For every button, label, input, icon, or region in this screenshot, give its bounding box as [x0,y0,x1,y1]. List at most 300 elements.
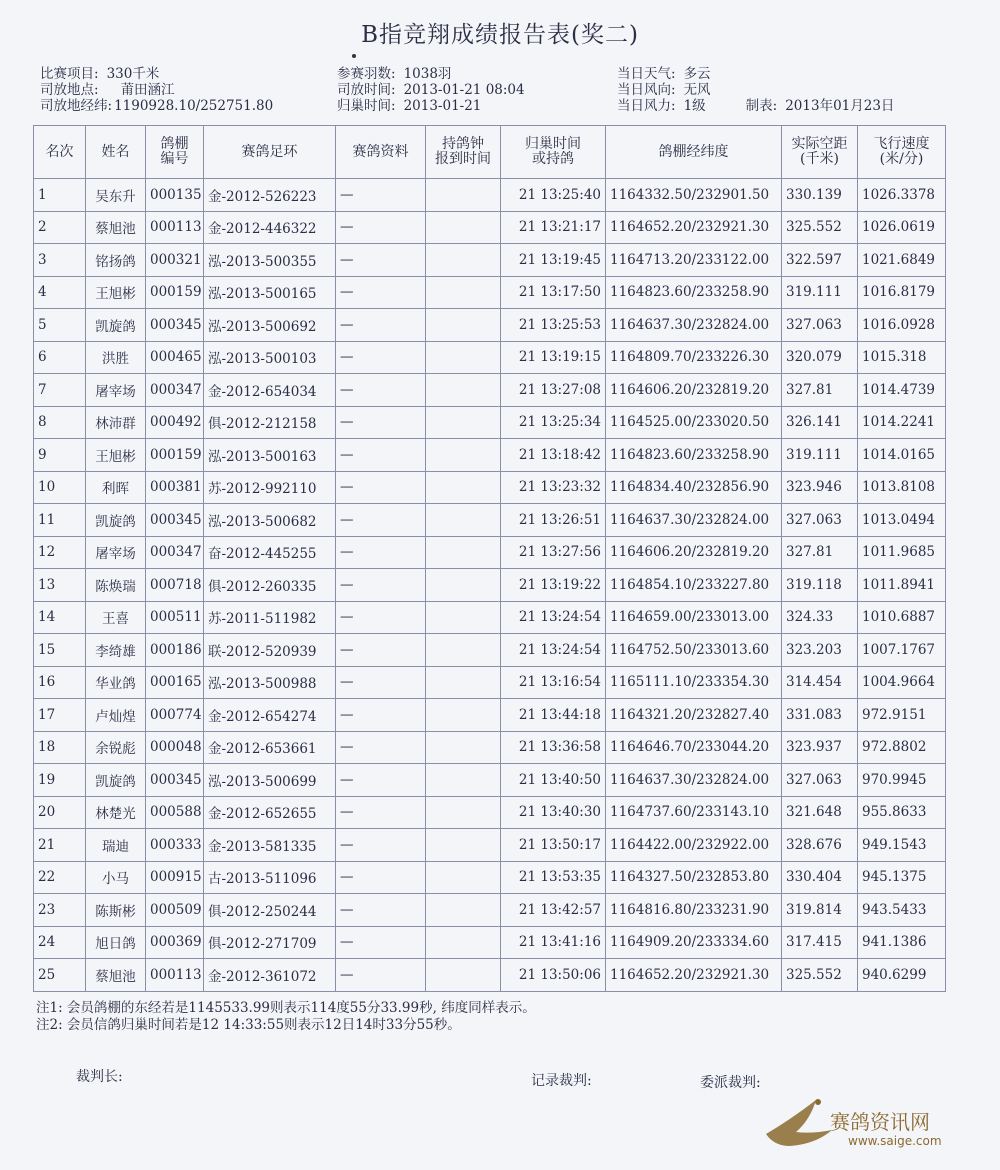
info-label: 当日风向: [617,82,676,98]
table-cell: 1164809.70/233226.30 [606,341,782,374]
notes [36,1000,536,1034]
table-cell: 943.5433 [858,894,946,927]
column-header: 飞行速度 (米/分) [858,126,946,179]
table-cell: 21 13:16:54 [501,666,606,699]
table-cell: 21 13:40:30 [501,796,606,829]
table-cell: 金-2012-654274 [204,699,336,732]
column-header: 实际空距 (千米) [782,126,858,179]
table-cell: — [336,601,426,634]
table-cell: — [336,504,426,537]
table-cell: 319.111 [782,276,858,309]
table-cell: 泓-2013-500165 [204,276,336,309]
recording-referee-label: 记录裁判: [531,1073,592,1089]
table-cell: 王旭彬 [86,439,146,472]
table-row [34,439,946,472]
table-cell: 1164637.30/232824.00 [606,764,782,797]
table-cell: 7 [34,374,86,407]
watermark-name: 赛鸽资讯网 [830,1110,930,1134]
table-cell: 4 [34,276,86,309]
table-cell: 李绮雄 [86,634,146,667]
table-cell: 000321 [146,244,204,277]
table-cell: 000165 [146,666,204,699]
table-cell: 000113 [146,959,204,992]
table-cell: 323.946 [782,471,858,504]
table-cell: 凯旋鸽 [86,764,146,797]
table-cell: 1164606.20/232819.20 [606,536,782,569]
table-cell: 955.8633 [858,796,946,829]
info-value: 2013-01-21 08:04 [403,82,525,98]
made-date-value: 2013年01月23日 [785,98,895,114]
table-cell: 20 [34,796,86,829]
table-cell: — [336,959,426,992]
info-value: 330千米 [106,66,160,82]
table-cell: 949.1543 [858,829,946,862]
table-cell: 吴东升 [86,179,146,212]
table-cell: 联-2012-520939 [204,634,336,667]
info-label: 司放地点: [40,82,99,98]
info-label: 司放时间: [337,82,396,98]
table-cell: 945.1375 [858,861,946,894]
table-cell: 22 [34,861,86,894]
table-cell: 325.552 [782,959,858,992]
table-cell [426,764,501,797]
table-cell: 陈斯彬 [86,894,146,927]
column-header: 鸽棚经纬度 [606,126,782,179]
table-cell [426,634,501,667]
table-cell [426,796,501,829]
table-cell: 俱-2012-250244 [204,894,336,927]
info-label: 归巢时间: [337,98,396,114]
table-cell: 金-2012-361072 [204,959,336,992]
table-cell: 21 13:53:35 [501,861,606,894]
table-cell: 蔡旭池 [86,959,146,992]
table-cell: 1164854.10/233227.80 [606,569,782,602]
info-value: 2013-01-21 [403,98,482,114]
table-cell: 000511 [146,601,204,634]
info-value: 无风 [683,82,711,98]
table-cell: 1164525.00/233020.50 [606,406,782,439]
table-cell: — [336,439,426,472]
table-row [34,374,946,407]
table-cell: 000774 [146,699,204,732]
table-cell: — [336,309,426,342]
table-cell: 21 13:19:22 [501,569,606,602]
table-cell: 1164422.00/232922.00 [606,829,782,862]
table-cell: 25 [34,959,86,992]
table-cell: 古-2013-511096 [204,861,336,894]
info-row [617,98,894,114]
table-cell: 卢灿煌 [86,699,146,732]
table-cell: 金-2012-526223 [204,179,336,212]
report-title: B指竞翔成绩报告表(奖二) [361,22,639,48]
table-cell: 21 13:19:15 [501,341,606,374]
table-cell: — [336,764,426,797]
table-cell: 000509 [146,894,204,927]
table-cell: 000135 [146,179,204,212]
table-row [34,179,946,212]
column-header: 归巢时间 或持鸽 [501,126,606,179]
table-cell [426,861,501,894]
table-row [34,861,946,894]
table-cell: 21 13:40:50 [501,764,606,797]
table-cell: 000492 [146,406,204,439]
table-cell: — [336,926,426,959]
table-row [34,926,946,959]
table-cell: 金-2013-581335 [204,829,336,862]
table-cell: — [336,699,426,732]
table-cell: 326.141 [782,406,858,439]
table-cell [426,569,501,602]
table-cell: 941.1386 [858,926,946,959]
table-cell: 8 [34,406,86,439]
table-cell: 319.118 [782,569,858,602]
table-cell: 1164606.20/232819.20 [606,374,782,407]
table-cell: 泓-2013-500692 [204,309,336,342]
info-row [40,66,273,82]
table-row [34,634,946,667]
pigeon-logo-icon [760,1090,840,1154]
table-cell [426,731,501,764]
table-cell [426,536,501,569]
table-cell: 洪胜 [86,341,146,374]
table-cell: 000345 [146,504,204,537]
decorative-dot [352,54,356,58]
table-cell: 1016.8179 [858,276,946,309]
watermark-logo [760,1090,960,1154]
table-cell: 327.063 [782,764,858,797]
table-cell: 24 [34,926,86,959]
table-cell: 1164659.00/233013.00 [606,601,782,634]
info-row [337,66,525,82]
table-cell: 17 [34,699,86,732]
info-label: 当日天气: [617,66,676,82]
table-cell: — [336,211,426,244]
table-cell [426,276,501,309]
table-cell: 凯旋鸽 [86,504,146,537]
table-cell: 000345 [146,309,204,342]
table-cell: 331.083 [782,699,858,732]
table-cell: 奋-2012-445255 [204,536,336,569]
table-cell: 小马 [86,861,146,894]
table-cell: 1164646.70/233044.20 [606,731,782,764]
info-row [617,66,894,82]
table-cell: 18 [34,731,86,764]
table-row [34,309,946,342]
table-cell: 泓-2013-500355 [204,244,336,277]
table-cell: 1164737.60/233143.10 [606,796,782,829]
table-cell: 1 [34,179,86,212]
table-cell: 000347 [146,536,204,569]
table-cell: 1021.6849 [858,244,946,277]
table-cell: 000381 [146,471,204,504]
table-row [34,601,946,634]
table-cell: 华业鸽 [86,666,146,699]
table-cell [426,374,501,407]
chief-referee-label: 裁判长: [76,1069,123,1085]
table-cell: 21 13:26:51 [501,504,606,537]
table-cell: 000588 [146,796,204,829]
info-label: 当日风力: [617,98,676,114]
table-cell: 000113 [146,211,204,244]
table-cell: 泓-2013-500682 [204,504,336,537]
table-cell: — [336,666,426,699]
table-cell: 15 [34,634,86,667]
table-cell: 330.139 [782,179,858,212]
info-value: 多云 [683,66,711,82]
table-cell: — [336,731,426,764]
info-row [337,82,525,98]
table-cell: 970.9945 [858,764,946,797]
table-cell: 苏-2011-511982 [204,601,336,634]
table-cell: 21 13:44:18 [501,699,606,732]
table-row [34,211,946,244]
table-cell: 000186 [146,634,204,667]
table-cell: 323.203 [782,634,858,667]
table-cell: — [336,374,426,407]
table-cell: 泓-2013-500988 [204,666,336,699]
table-cell [426,959,501,992]
column-header: 姓名 [86,126,146,179]
results-table [33,125,946,992]
table-cell: 000465 [146,341,204,374]
table-cell: 凯旋鸽 [86,309,146,342]
table-row [34,764,946,797]
table-cell [426,179,501,212]
table-cell: 1014.2241 [858,406,946,439]
table-cell: 324.33 [782,601,858,634]
table-cell: 王旭彬 [86,276,146,309]
info-label: 司放地经纬: [40,98,113,114]
table-cell: 王喜 [86,601,146,634]
table-cell: 23 [34,894,86,927]
table-cell: 1164321.20/232827.40 [606,699,782,732]
table-cell: 21 13:18:42 [501,439,606,472]
table-cell: — [336,634,426,667]
table-cell [426,341,501,374]
table-cell: 1164816.80/233231.90 [606,894,782,927]
table-row [34,699,946,732]
info-value: 莆田涵江 [120,82,175,98]
info-row [617,82,894,98]
table-cell: 21 13:19:45 [501,244,606,277]
table-cell: 000333 [146,829,204,862]
table-cell: 972.8802 [858,731,946,764]
table-cell [426,601,501,634]
table-cell: 利晖 [86,471,146,504]
table-cell: 21 13:42:57 [501,894,606,927]
made-date-label: 制表: [745,98,778,114]
table-cell: 1164332.50/232901.50 [606,179,782,212]
table-cell: 1164637.30/232824.00 [606,309,782,342]
table-cell: 1011.8941 [858,569,946,602]
table-cell: 旭日鸽 [86,926,146,959]
table-cell: 327.063 [782,504,858,537]
table-cell: 1164652.20/232921.30 [606,959,782,992]
column-header: 名次 [34,126,86,179]
table-cell: 000915 [146,861,204,894]
table-cell: 21 13:24:54 [501,634,606,667]
table-cell: 321.648 [782,796,858,829]
table-cell: 21 13:21:17 [501,211,606,244]
table-cell: 屠宰场 [86,536,146,569]
table-cell: 1164327.50/232853.80 [606,861,782,894]
table-cell: 21 13:36:58 [501,731,606,764]
table-cell: 21 13:50:17 [501,829,606,862]
table-cell [426,244,501,277]
table-cell: 苏-2012-992110 [204,471,336,504]
table-cell: 1164652.20/232921.30 [606,211,782,244]
table-cell: 金-2012-446322 [204,211,336,244]
table-row [34,829,946,862]
table-cell: 1026.3378 [858,179,946,212]
delegated-referee-label: 委派裁判: [700,1075,761,1091]
note-2: 注2: 会员信鸽归巢时间若是12 14:33:55则表示12日14时33分55秒。 [36,1017,461,1033]
table-cell: 323.937 [782,731,858,764]
table-cell: — [336,861,426,894]
table-cell: 金-2012-653661 [204,731,336,764]
table-cell: 16 [34,666,86,699]
table-cell: 330.404 [782,861,858,894]
table-cell: 327.81 [782,374,858,407]
table-cell: 泓-2013-500103 [204,341,336,374]
table-cell: 陈焕瑞 [86,569,146,602]
table-cell: 21 13:25:34 [501,406,606,439]
table-cell: 1026.0619 [858,211,946,244]
table-cell: 余锐彪 [86,731,146,764]
info-row [40,82,273,98]
table-cell: 1016.0928 [858,309,946,342]
table-cell: 328.676 [782,829,858,862]
table-cell [426,211,501,244]
watermark-url: www.saige.com [848,1134,942,1148]
table-cell: 1164834.40/232856.90 [606,471,782,504]
table-cell: 俱-2012-271709 [204,926,336,959]
table-row [34,244,946,277]
table-cell: 21 13:27:08 [501,374,606,407]
table-cell: 5 [34,309,86,342]
table-cell: 1010.6887 [858,601,946,634]
table-cell [426,439,501,472]
info-row [337,98,525,114]
table-cell: 000159 [146,439,204,472]
table-cell: 21 13:41:16 [501,926,606,959]
table-cell: 6 [34,341,86,374]
table-cell: 000369 [146,926,204,959]
table-cell: 000345 [146,764,204,797]
table-cell: 940.6299 [858,959,946,992]
table-cell: 1004.9664 [858,666,946,699]
table-cell: 1014.0165 [858,439,946,472]
table-cell: 泓-2013-500163 [204,439,336,472]
table-cell: 1015.318 [858,341,946,374]
table-cell: 21 13:17:50 [501,276,606,309]
table-cell: 1164752.50/233013.60 [606,634,782,667]
table-cell: 972.9151 [858,699,946,732]
table-cell: — [336,341,426,374]
table-cell [426,471,501,504]
table-cell: 瑞迪 [86,829,146,862]
info-value: 1038羽 [403,66,452,82]
table-cell: 10 [34,471,86,504]
table-cell: 2 [34,211,86,244]
race-info-column-2 [337,66,525,114]
table-cell: 325.552 [782,211,858,244]
table-cell: 金-2012-652655 [204,796,336,829]
table-cell: — [336,829,426,862]
table-cell: 11 [34,504,86,537]
table-cell: 铭扬鸽 [86,244,146,277]
table-cell: 21 13:25:53 [501,309,606,342]
table-row [34,471,946,504]
info-value: 1190928.10/252751.80 [114,98,274,114]
table-cell: 蔡旭池 [86,211,146,244]
table-cell [426,309,501,342]
table-row [34,569,946,602]
race-info-column-3 [617,66,894,114]
column-header: 持鸽钟 报到时间 [426,126,501,179]
table-cell: 322.597 [782,244,858,277]
column-header: 鸽棚 编号 [146,126,204,179]
table-row [34,504,946,537]
table-row [34,959,946,992]
table-cell: 1164637.30/232824.00 [606,504,782,537]
table-cell: 000159 [146,276,204,309]
table-body [34,179,946,992]
table-header-row [34,126,946,179]
table-cell: 泓-2013-500699 [204,764,336,797]
table-cell: 俱-2012-212158 [204,406,336,439]
table-row [34,796,946,829]
table-cell: 14 [34,601,86,634]
table-row [34,406,946,439]
table-cell: — [336,894,426,927]
table-cell: — [336,406,426,439]
table-cell: 林沛群 [86,406,146,439]
table-cell: — [336,471,426,504]
table-cell: 314.454 [782,666,858,699]
table-cell: 1007.1767 [858,634,946,667]
table-cell: 3 [34,244,86,277]
table-cell: 21 13:50:06 [501,959,606,992]
table-cell: 俱-2012-260335 [204,569,336,602]
column-header: 赛鸽足环 [204,126,336,179]
table-cell: 1164909.20/233334.60 [606,926,782,959]
table-cell: 1165111.10/233354.30 [606,666,782,699]
table-cell: 21 13:23:32 [501,471,606,504]
table-cell: 21 13:27:56 [501,536,606,569]
table-cell: — [336,796,426,829]
table-cell: 319.814 [782,894,858,927]
table-cell: 林楚光 [86,796,146,829]
table-cell: 金-2012-654034 [204,374,336,407]
table-cell: 13 [34,569,86,602]
info-value: 1级 [683,98,706,114]
table-cell: 19 [34,764,86,797]
table-cell: 1013.0494 [858,504,946,537]
table-row [34,894,946,927]
table-cell: 1164713.20/233122.00 [606,244,782,277]
table-cell: 21 [34,829,86,862]
column-header: 赛鸽资料 [336,126,426,179]
table-row [34,536,946,569]
table-cell: 1164823.60/233258.90 [606,276,782,309]
table-cell: 1011.9685 [858,536,946,569]
table-cell: 屠宰场 [86,374,146,407]
table-cell [426,894,501,927]
table-cell [426,829,501,862]
table-cell: 320.079 [782,341,858,374]
table-cell: — [336,276,426,309]
